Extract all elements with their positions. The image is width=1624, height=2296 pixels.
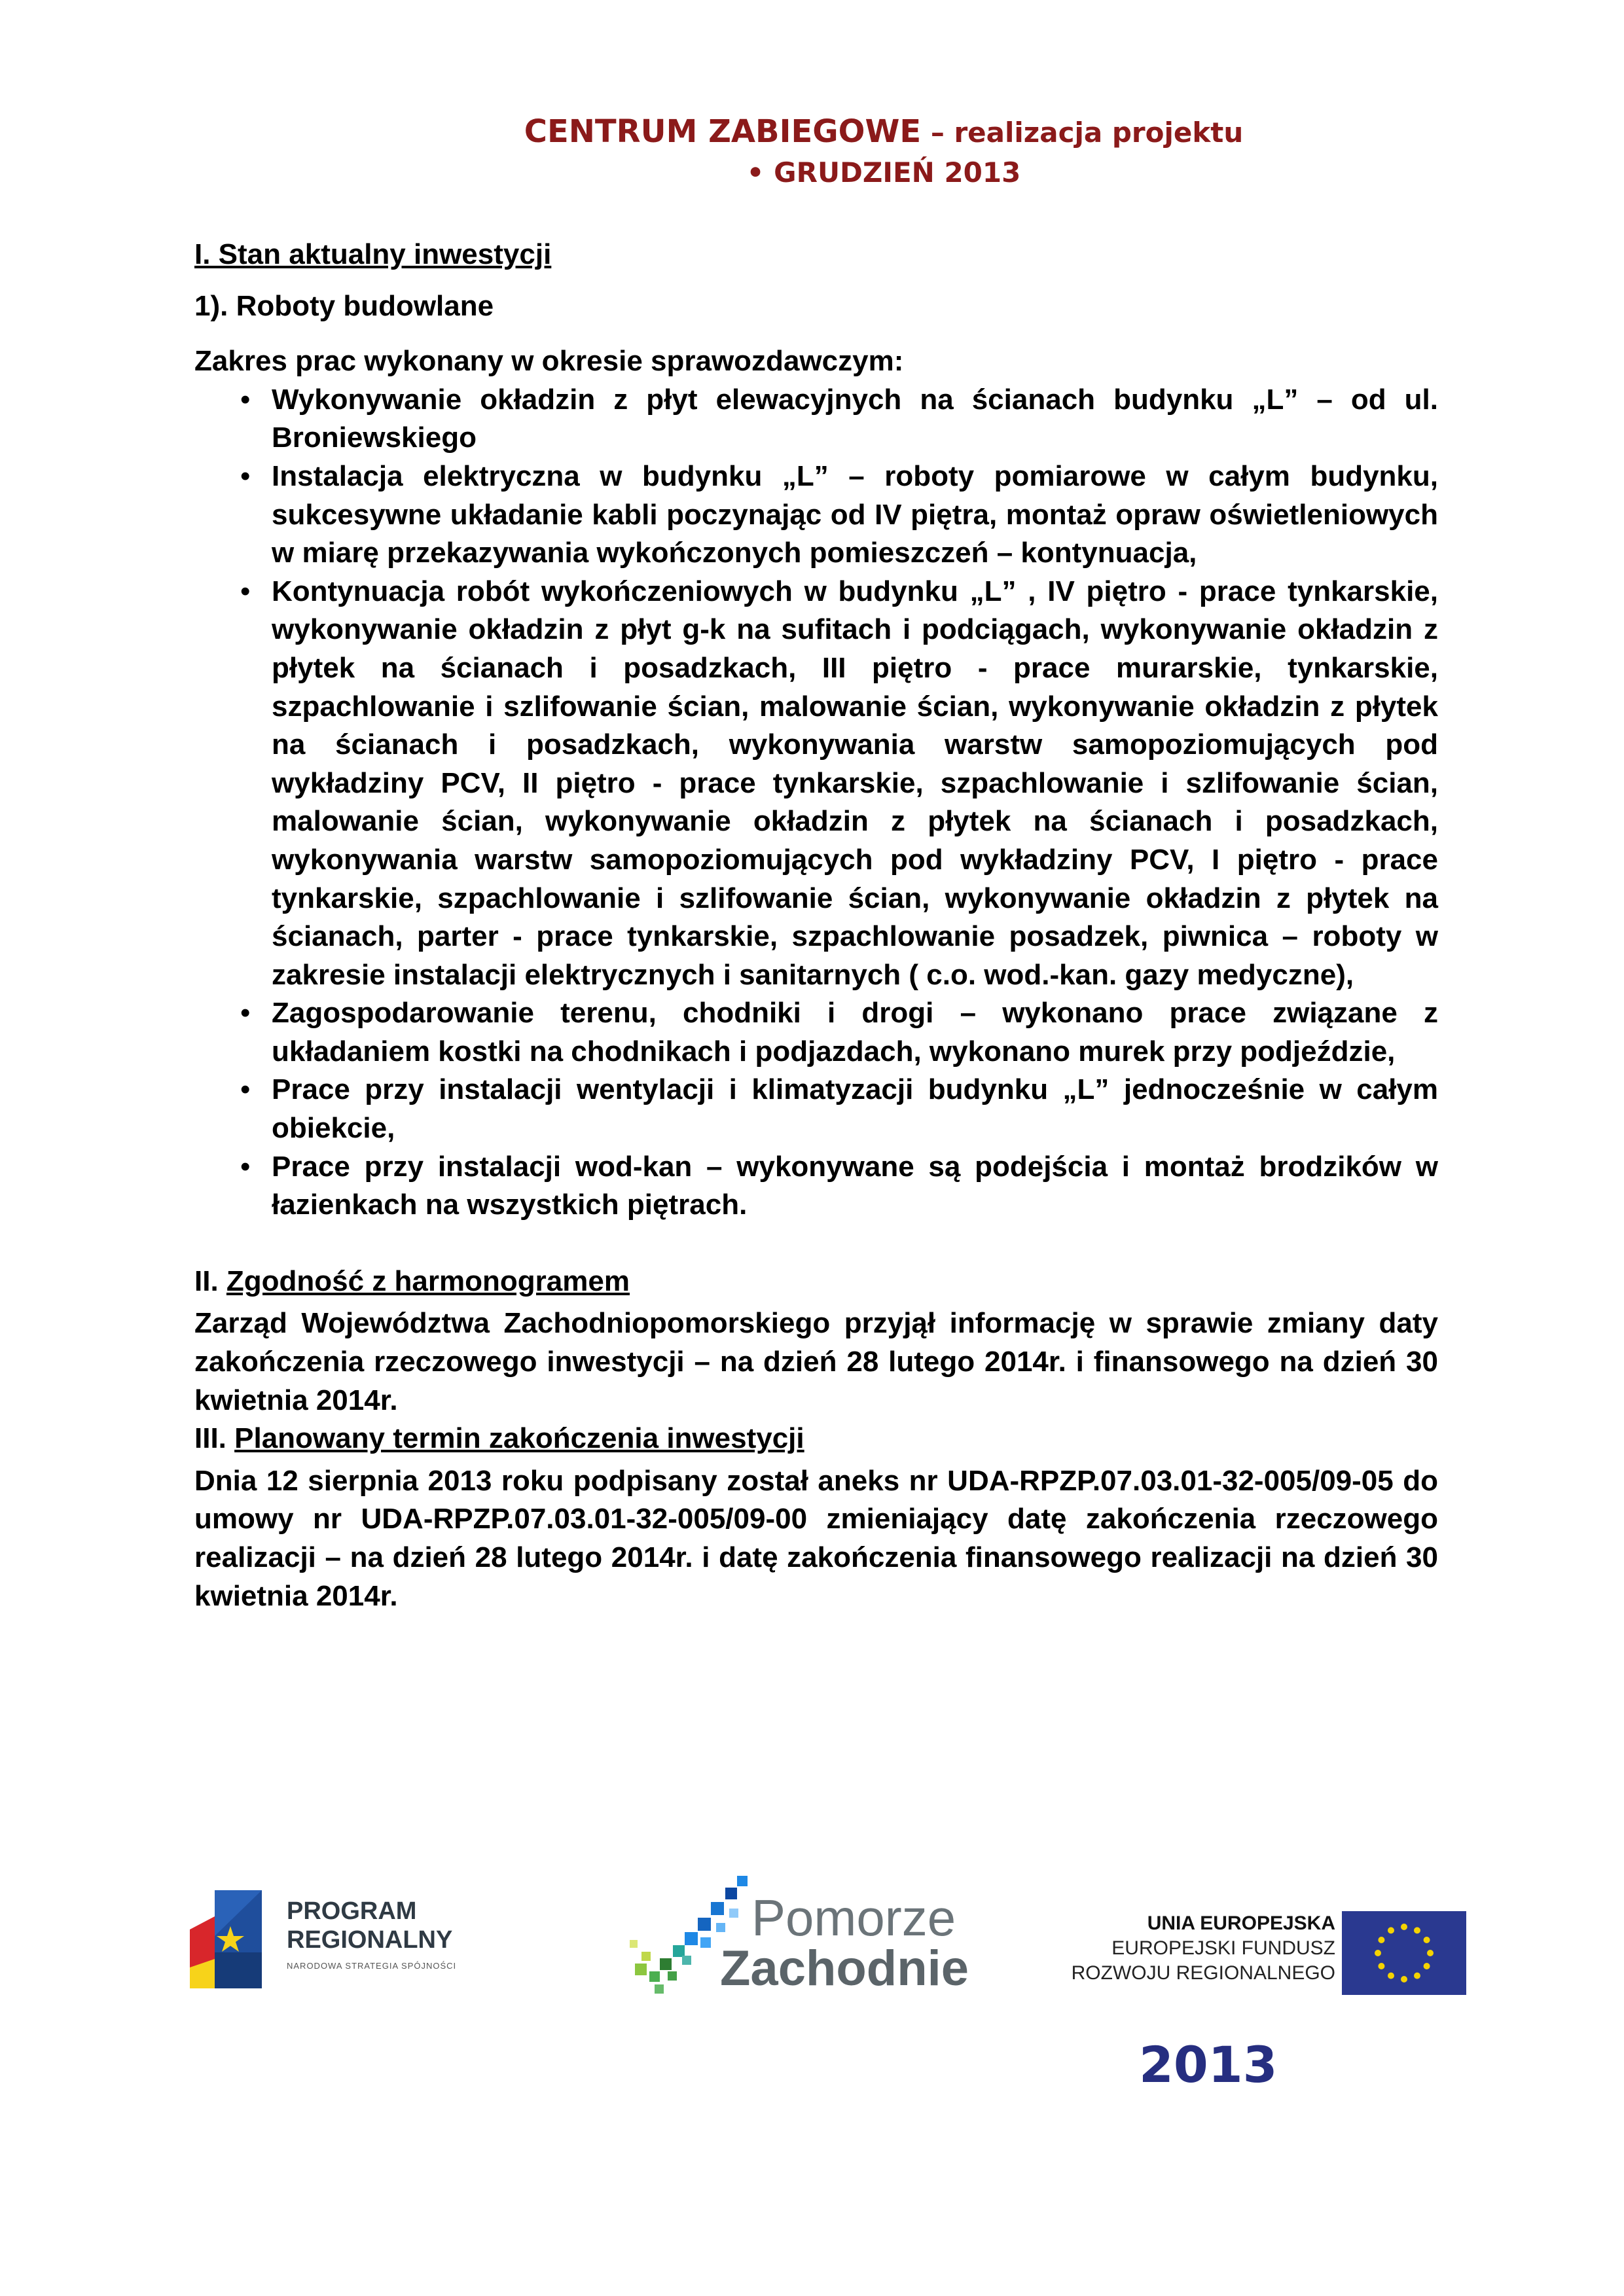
section1-subheading: 1). Roboty budowlane [194,289,494,322]
document-title [393,111,1375,153]
section1-heading: I. Stan aktualny inwestycji [194,238,552,270]
footer-year: 2013 [1139,2036,1278,2094]
program-subtitle: NARODOWA STRATEGIA SPÓJNOŚCI [287,1961,457,1971]
pomorze-zachodnie-logo [622,1872,988,2022]
work-items-list [194,381,1438,1225]
section1-intro: Zakres prac wykonany w okresie sprawozdawczym: [194,345,904,378]
report-date: • GRUDZIEŃ 2013 [746,156,1021,188]
pomorze-text: Pomorze [751,1889,956,1946]
title-subtitle: – realizacja projektu [921,117,1244,149]
program-regionalny-logo [190,1890,530,1988]
list-item: • Instalacja elektryczna w budynku „L” – roboty pomiarowe w całym budynku, sukcesywne układanie kabli poczynając od IV piętra, montaż opraw oświetleniowych w miarę przekazywania wykończonych pomieszczeń – kontynuacja, [194,457,1438,573]
list-item: • Wykonywanie okładzin z płyt elewacyjnych na ścianach budynku „L” – od ul. Broniewskiego [194,381,1438,457]
section2-number: II. [194,1265,226,1297]
section3-title: Planowany termin zakończenia inwestycji [234,1422,804,1455]
list-item: • Zagospodarowanie terenu, chodniki i drogi – wykonano prace związane z układaniem kostki na chodnikach i podjazdach, wykonano murek przy podjeździe, [194,994,1438,1071]
eu-line1: UNIA EUROPEJSKA [1147,1912,1335,1934]
document-body [194,236,1438,1615]
program-line1: PROGRAM [287,1897,417,1925]
list-item: • Prace przy instalacji wod-kan – wykonywane są podejścia i montaż brodzików w łazienkach na wszystkich piętrach. [194,1148,1438,1225]
section3-heading [194,1420,1438,1458]
list-item: • Kontynuacja robót wykończeniowych w budynku „L” , IV piętro - prace tynkarskie, wykonywanie okładzin z płyt g-k na sufitach i podciągach, wykonywanie okładzin z płytek na ścianach i posadzkach, III piętro - prace murarskie, tynkarskie, szpachlowanie i szlifowanie ścian, malowanie ścian, wykonywanie okładzin z płytek na ścianach i posadzkach, wykonywania warstw samopoziomujących pod wykładziny PCV, II piętro - prace tynkarskie, szpachlowanie i szlifowanie ścian, malowanie ścian, wykonywanie okładzin z płytek na ścianach i posadzkach, wykonywania warstw samopoziomujących pod wykładziny PCV, I piętro - prace tynkarskie, szpachlowanie i szlifowanie ścian, wykonywanie okładzin z płytek na ścianach, parter - prace tynkarskie, szpachlowanie posadzek, piwnica – roboty w zakresie instalacji elektrycznych i sanitarnych ( c.o. wod.-kan. gazy medyczne), [194,573,1438,995]
program-line2: REGIONALNY [287,1926,453,1954]
document-header [393,111,1375,192]
section3-text: Dnia 12 sierpnia 2013 roku podpisany został aneks nr UDA-RPZP.07.03.01-32-005/09-05 do umowy nr UDA-RPZP.07.03.01-32-005/09-00 zmieniający datę zakończenia rzeczowego realizacji – na dzień 28 lutego 2014r. i datę zakończenia finansowego realizacji na dzień 30 kwietnia 2014r. [194,1464,1438,1612]
eu-line2: EUROPEJSKI FUNDUSZ [1111,1937,1335,1959]
list-item: • Prace przy instalacji wentylacji i klimatyzacji budynku „L” jednocześnie w całym obiekcie, [194,1071,1438,1147]
eu-text [1060,1911,1335,1986]
program-regionalny-flag-icon [190,1890,262,1988]
section2-text: Zarząd Województwa Zachodniopomorskiego przyjął informację w sprawie zmiany daty zakończenia rzeczowego inwestycji – na dzień 28 lutego 2014r. i finansowego na dzień 30 kwietnia 2014r. [194,1307,1438,1416]
program-regionalny-name [287,1897,452,1954]
eu-logo [1060,1911,1486,2006]
section2-title: Zgodność z harmonogramem [226,1265,630,1297]
title-main: CENTRUM ZABIEGOWE [524,113,922,150]
section2-heading [194,1263,1438,1301]
logo-strip [190,1872,1486,2022]
section3-number: III. [194,1422,235,1455]
zachodnie-text: Zachodnie [720,1941,969,1996]
eu-line3: ROZWOJU REGIONALNEGO [1071,1962,1335,1984]
eu-flag-icon [1342,1911,1466,1995]
